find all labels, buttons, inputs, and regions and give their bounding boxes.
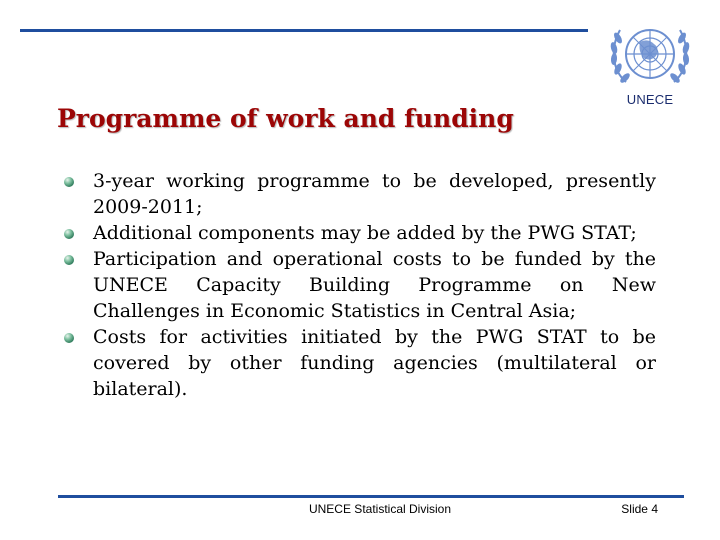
unece-logo (604, 12, 696, 108)
list-item (62, 246, 656, 324)
un-emblem-icon (604, 12, 696, 92)
bullet-icon (64, 177, 74, 187)
logo-label: UNECE (626, 92, 674, 107)
bullet-icon (64, 333, 74, 343)
bullet-icon (64, 255, 74, 265)
list-item (62, 168, 656, 220)
list-item-text: 3-year working programme to be developed, presently 2009-2011; (93, 170, 656, 218)
list-item-text: Participation and operational costs to be funded by the UNECE Capacity Building Programme on New Challenges in Economic Statistics in Central Asia; (93, 248, 656, 322)
list-item-text: Additional components may be added by the PWG STAT; (93, 222, 637, 244)
list-item (62, 324, 656, 402)
top-divider (20, 29, 588, 32)
list-item (62, 220, 656, 246)
bottom-divider (58, 495, 684, 498)
bullet-icon (64, 229, 74, 239)
slide-number: Slide 4 (621, 502, 658, 516)
footer-organization: UNECE Statistical Division (308, 502, 452, 516)
bullet-list (62, 168, 656, 402)
list-item-text: Costs for activities initiated by the PWG STAT to be covered by other funding agencies (multilateral or bilateral). (93, 326, 656, 400)
page-title: Programme of work and funding (57, 104, 514, 133)
